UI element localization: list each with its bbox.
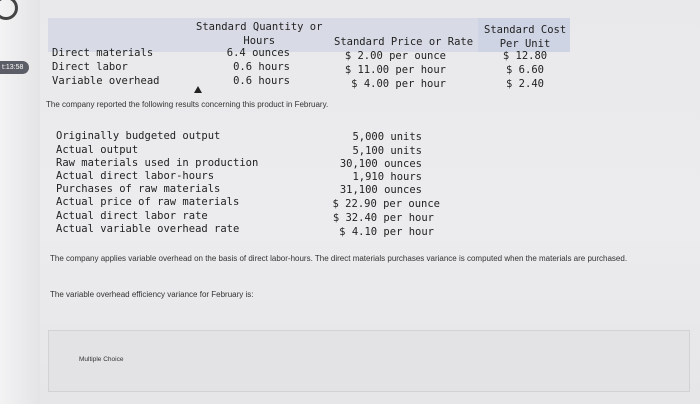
results-row-label: Actual variable overhead rate (56, 223, 240, 235)
overhead-note-text: The company applies variable overhead on the basis of direct labor-hours. The direct materials purchases variance is computed when the materials are purchased. (50, 254, 628, 263)
timestamp-badge: t:13:58 (0, 61, 29, 74)
multiple-choice-label: Multiple Choice (79, 356, 124, 363)
header-standard-quantity: Standard Quantity or Hours (196, 21, 323, 47)
results-row-value: $ 32.40 per hour (332, 212, 434, 224)
standards-row-price: $ 4.00 per hour (351, 78, 446, 90)
standards-row-label: Direct materials (52, 47, 154, 59)
standards-row-label: Direct labor (52, 61, 128, 73)
results-row-label: Actual output (56, 144, 139, 156)
standards-row-cost: $ 6.60 (506, 64, 544, 76)
results-row-value: $ 4.10 per hour (339, 226, 434, 238)
standards-row-price: $ 11.00 per hour (344, 64, 446, 76)
results-row-label: Raw materials used in production (56, 157, 259, 169)
standards-row-qty: 0.6 hours (233, 75, 290, 87)
multiple-choice-box[interactable] (48, 330, 690, 392)
results-row-value: 30,100 ounces (339, 158, 422, 170)
question-text: The variable overhead efficiency variance for February is: (50, 290, 254, 299)
standards-row-price: $ 2.00 per ounce (344, 50, 446, 62)
results-row-label: Actual price of raw materials (56, 196, 240, 208)
results-row-label: Actual direct labor rate (56, 210, 208, 222)
standards-row-cost: $ 12.80 (502, 50, 548, 62)
header-standard-price: Standard Price or Rate (334, 36, 474, 48)
results-row-value: 5,000 units (352, 131, 422, 143)
results-row-label: Purchases of raw materials (56, 183, 221, 195)
results-row-value: 1,910 hours (352, 171, 422, 183)
results-row-label: Originally budgeted output (56, 130, 221, 142)
results-intro-text: The company reported the following results concerning this product in February. (46, 100, 329, 109)
standards-row-qty: 0.6 hours (233, 61, 290, 73)
standards-row-qty: 6.4 ounces (226, 47, 290, 59)
results-row-value: $ 22.90 per ounce (332, 198, 440, 210)
standards-row-cost: $ 2.40 (506, 78, 544, 90)
standards-row-label: Variable overhead (52, 75, 160, 87)
results-row-label: Actual direct labor-hours (56, 170, 215, 182)
header-standard-cost: Standard Cost Per Unit (484, 24, 567, 50)
mouse-cursor-icon (194, 86, 202, 93)
results-row-value: 5,100 units (352, 145, 422, 157)
results-row-value: 31,100 ounces (339, 184, 422, 196)
